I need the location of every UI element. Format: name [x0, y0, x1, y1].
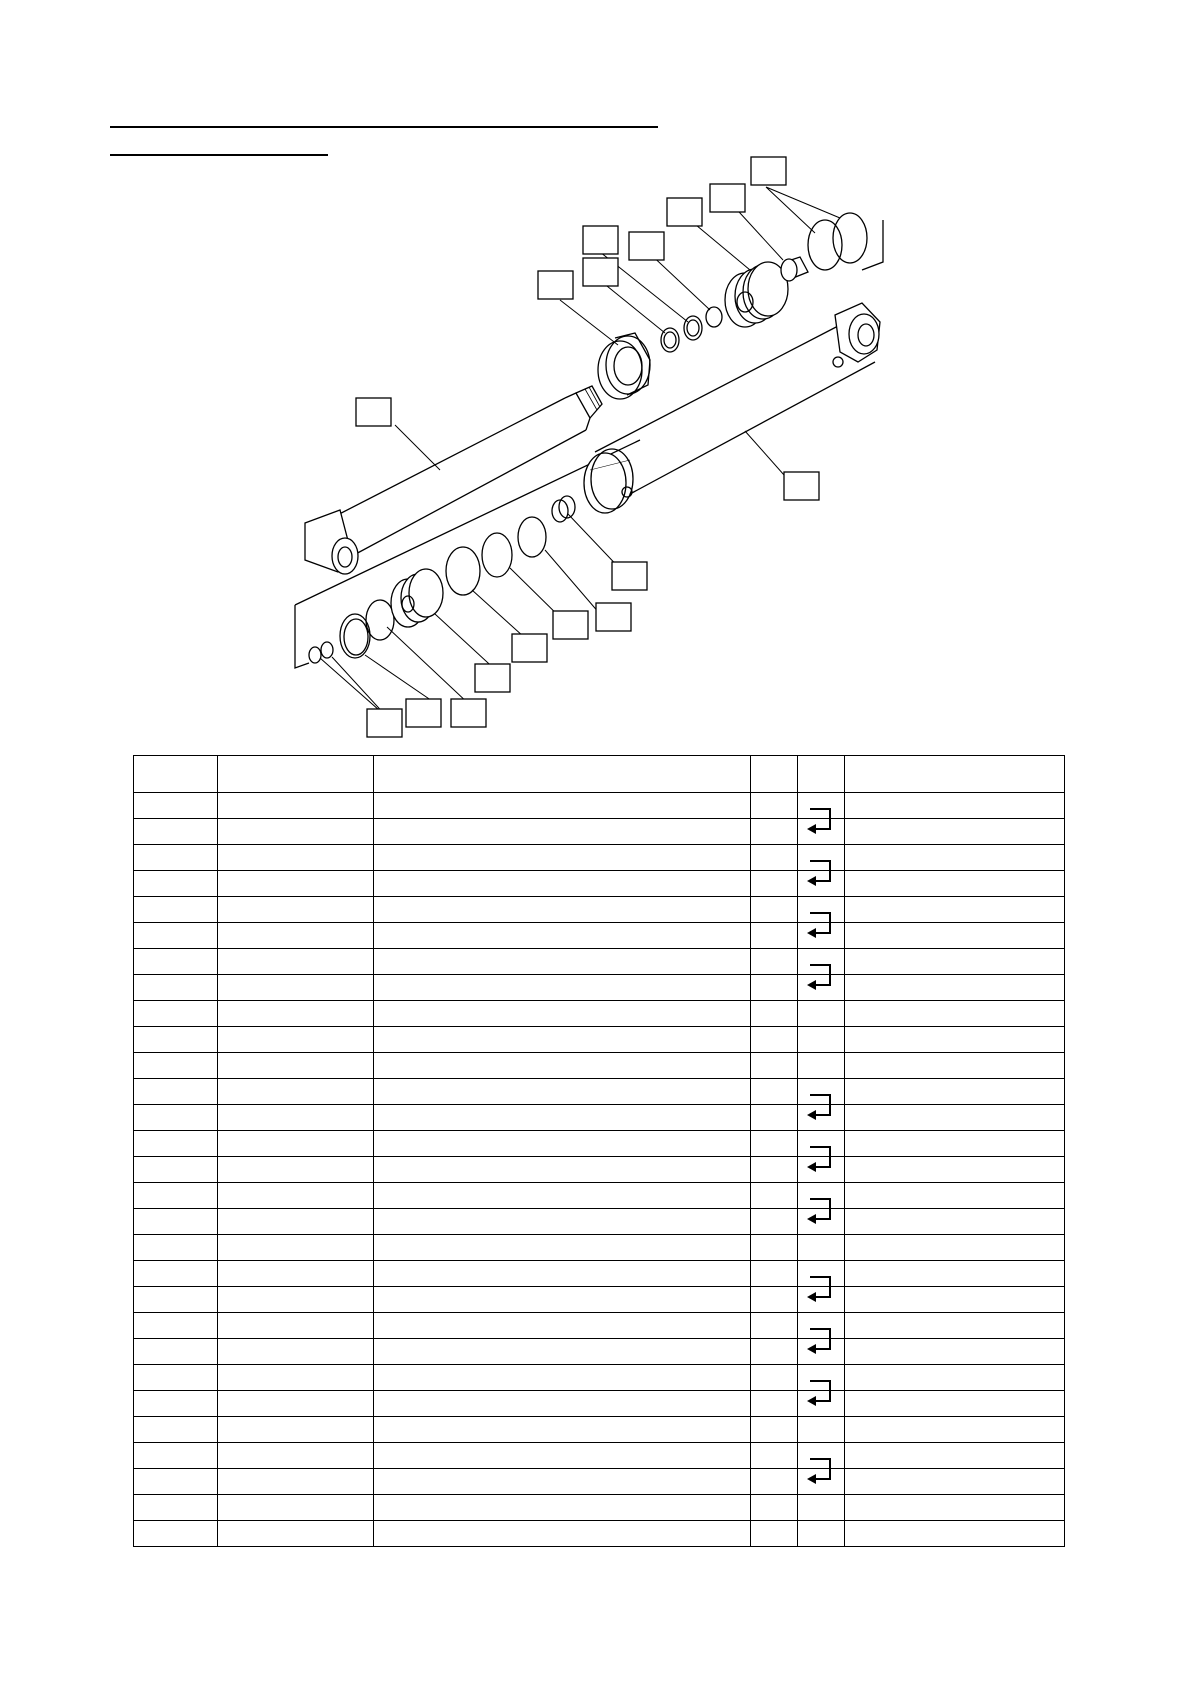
table-cell — [845, 871, 1065, 897]
table-cell — [218, 1443, 374, 1469]
small-seal-2 — [321, 642, 333, 658]
table-cell — [798, 975, 845, 1001]
table-cell — [845, 1131, 1065, 1157]
table-cell — [374, 1027, 751, 1053]
table-cell — [374, 1417, 751, 1443]
table-cell — [798, 1105, 845, 1131]
callout-7 — [538, 271, 573, 299]
table-cell — [751, 1001, 798, 1027]
parts-list-table — [133, 755, 1065, 1547]
table-cell — [218, 949, 374, 975]
table-cell — [134, 1339, 218, 1365]
table-cell — [751, 1079, 798, 1105]
table-cell — [845, 1521, 1065, 1547]
table-cell — [751, 1053, 798, 1079]
gland-nut — [598, 333, 650, 399]
table-cell — [845, 1053, 1065, 1079]
return-arrow-icon — [804, 1196, 838, 1226]
table-cell — [751, 1443, 798, 1469]
table-cell — [134, 1261, 218, 1287]
table-cell — [218, 1469, 374, 1495]
table-row — [134, 1105, 1065, 1131]
return-arrow-icon — [804, 1274, 838, 1304]
table-row — [134, 1521, 1065, 1547]
table-row — [134, 923, 1065, 949]
table-row — [134, 1235, 1065, 1261]
return-arrow-icon — [804, 806, 838, 836]
table-cell — [751, 897, 798, 923]
table-cell — [218, 1287, 374, 1313]
table-cell — [218, 871, 374, 897]
table-row — [134, 1261, 1065, 1287]
callout-1 — [751, 157, 786, 185]
table-row — [134, 897, 1065, 923]
table-row — [134, 819, 1065, 845]
table-cell — [218, 1365, 374, 1391]
callout-16 — [406, 699, 441, 727]
table-row — [134, 1365, 1065, 1391]
callout-9 — [784, 472, 819, 500]
table-cell — [751, 1287, 798, 1313]
table-cell — [751, 1235, 798, 1261]
table-cell — [751, 793, 798, 819]
table-cell — [218, 845, 374, 871]
table-row — [134, 1339, 1065, 1365]
table-row — [134, 1027, 1065, 1053]
table-cell — [374, 1261, 751, 1287]
table-cell — [374, 1183, 751, 1209]
table-cell — [845, 1339, 1065, 1365]
table-row — [134, 1287, 1065, 1313]
table-row — [134, 1209, 1065, 1235]
callout-11 — [596, 603, 631, 631]
table-cell — [374, 1365, 751, 1391]
table-cell — [134, 1209, 218, 1235]
table-cell — [798, 871, 845, 897]
table-cell — [798, 1027, 845, 1053]
table-cell — [798, 1495, 845, 1521]
table-row — [134, 845, 1065, 871]
table-cell — [218, 1417, 374, 1443]
table-cell — [134, 949, 218, 975]
table-cell — [845, 1261, 1065, 1287]
table-cell — [134, 1157, 218, 1183]
return-arrow-icon — [804, 858, 838, 888]
table-cell — [798, 1339, 845, 1365]
table-cell — [134, 1287, 218, 1313]
table-cell — [845, 1313, 1065, 1339]
table-cell — [374, 1469, 751, 1495]
table-row — [134, 1053, 1065, 1079]
table-cell — [134, 1105, 218, 1131]
table-cell — [134, 1313, 218, 1339]
table-cell — [218, 793, 374, 819]
callout-10 — [612, 562, 647, 590]
table-cell — [751, 975, 798, 1001]
table-cell — [374, 1131, 751, 1157]
return-arrow-icon — [804, 1378, 838, 1408]
table-cell — [374, 871, 751, 897]
exploded-parts-diagram — [0, 0, 1190, 740]
table-row — [134, 1131, 1065, 1157]
table-cell — [798, 1053, 845, 1079]
table-cell — [134, 1521, 218, 1547]
table-cell — [374, 845, 751, 871]
table-cell — [218, 1027, 374, 1053]
table-cell — [845, 1235, 1065, 1261]
lower-o-ring — [518, 517, 546, 557]
table-cell — [218, 1495, 374, 1521]
piston — [391, 569, 443, 627]
table-cell — [134, 871, 218, 897]
table-cell — [845, 1209, 1065, 1235]
table-cell — [134, 923, 218, 949]
callout-14 — [475, 664, 510, 692]
table-cell — [845, 897, 1065, 923]
table-cell — [134, 1365, 218, 1391]
table-cell — [374, 793, 751, 819]
bushing — [781, 257, 808, 281]
table-cell — [751, 1339, 798, 1365]
table-row — [134, 1443, 1065, 1469]
return-arrow-icon — [804, 1092, 838, 1122]
wear-ring — [446, 547, 480, 595]
table-cell — [798, 1417, 845, 1443]
table-row — [134, 1001, 1065, 1027]
table-cell — [218, 1235, 374, 1261]
table-cell — [218, 1105, 374, 1131]
table-cell — [374, 1053, 751, 1079]
table-cell — [218, 1391, 374, 1417]
table-cell — [798, 1469, 845, 1495]
table-row — [134, 1183, 1065, 1209]
table-cell — [374, 819, 751, 845]
table-row — [134, 871, 1065, 897]
table-cell — [134, 1079, 218, 1105]
table-cell — [134, 897, 218, 923]
table-cell — [751, 1495, 798, 1521]
table-cell — [374, 897, 751, 923]
return-arrow-icon — [804, 910, 838, 940]
table-row — [134, 975, 1065, 1001]
callout-4 — [629, 232, 664, 260]
return-arrow-icon — [804, 1456, 838, 1486]
table-cell — [751, 1209, 798, 1235]
table-cell — [134, 1417, 218, 1443]
wiper-ring-2 — [833, 213, 867, 263]
table-cell — [374, 949, 751, 975]
table-cell — [798, 1287, 845, 1313]
table-cell — [134, 1443, 218, 1469]
callout-6 — [583, 258, 618, 286]
table-cell — [134, 1391, 218, 1417]
table-cell — [218, 1339, 374, 1365]
table-cell — [751, 1131, 798, 1157]
table-cell — [374, 1391, 751, 1417]
table-cell — [845, 1443, 1065, 1469]
table-cell — [751, 1521, 798, 1547]
table-cell — [751, 1417, 798, 1443]
callout-5 — [583, 226, 618, 254]
table-cell — [798, 1391, 845, 1417]
table-row — [134, 1417, 1065, 1443]
table-cell — [845, 1287, 1065, 1313]
table-cell — [134, 1495, 218, 1521]
table-cell — [845, 845, 1065, 871]
table-cell — [798, 1001, 845, 1027]
table-cell — [218, 1131, 374, 1157]
table-cell — [374, 1209, 751, 1235]
callout-2 — [710, 184, 745, 212]
callout-17 — [367, 709, 402, 737]
table-cell — [218, 1209, 374, 1235]
table-cell — [798, 1157, 845, 1183]
table-cell — [218, 975, 374, 1001]
callout-3 — [667, 198, 702, 226]
table-cell — [134, 1001, 218, 1027]
gland-head — [725, 262, 788, 327]
seal-ring-3 — [706, 307, 722, 327]
header-cell — [134, 756, 218, 793]
table-cell — [751, 871, 798, 897]
table-cell — [845, 1079, 1065, 1105]
header-cell — [798, 756, 845, 793]
piston-seal — [482, 533, 512, 577]
table-cell — [374, 1287, 751, 1313]
header-cell — [845, 756, 1065, 793]
table-cell — [374, 1157, 751, 1183]
table-cell — [374, 923, 751, 949]
header-cell — [374, 756, 751, 793]
table-cell — [374, 1079, 751, 1105]
table-row — [134, 1495, 1065, 1521]
table-cell — [374, 975, 751, 1001]
table-cell — [751, 1261, 798, 1287]
table-cell — [845, 1105, 1065, 1131]
table-cell — [798, 819, 845, 845]
table-cell — [751, 1157, 798, 1183]
table-cell — [798, 923, 845, 949]
table-cell — [798, 1235, 845, 1261]
table-cell — [845, 1027, 1065, 1053]
callout-8 — [356, 398, 391, 426]
table-cell — [218, 819, 374, 845]
return-arrow-icon — [804, 1144, 838, 1174]
table-cell — [845, 949, 1065, 975]
table-row — [134, 793, 1065, 819]
table-row — [134, 949, 1065, 975]
table-cell — [134, 819, 218, 845]
table-cell — [134, 793, 218, 819]
table-cell — [751, 1105, 798, 1131]
table-cell — [374, 1495, 751, 1521]
table-cell — [218, 1521, 374, 1547]
table-row — [134, 1157, 1065, 1183]
table-cell — [218, 1157, 374, 1183]
o-ring — [366, 600, 394, 640]
table-cell — [134, 1235, 218, 1261]
table-cell — [134, 1027, 218, 1053]
table-cell — [374, 1313, 751, 1339]
table-cell — [374, 1235, 751, 1261]
table-header-row — [134, 756, 1065, 793]
table-row — [134, 1469, 1065, 1495]
table-cell — [845, 793, 1065, 819]
table-cell — [134, 1469, 218, 1495]
table-cell — [374, 1001, 751, 1027]
table-cell — [751, 923, 798, 949]
table-cell — [374, 1105, 751, 1131]
table-cell — [218, 897, 374, 923]
table-cell — [798, 1521, 845, 1547]
table-cell — [751, 949, 798, 975]
table-cell — [845, 975, 1065, 1001]
return-arrow-icon — [804, 1326, 838, 1356]
table-cell — [751, 1391, 798, 1417]
small-seal-1 — [309, 647, 321, 663]
table-cell — [374, 1521, 751, 1547]
table-cell — [845, 1001, 1065, 1027]
table-cell — [751, 819, 798, 845]
table-cell — [218, 1079, 374, 1105]
table-cell — [751, 1469, 798, 1495]
table-row — [134, 1079, 1065, 1105]
table-cell — [751, 845, 798, 871]
table-cell — [134, 1131, 218, 1157]
callout-13 — [512, 634, 547, 662]
table-cell — [751, 1365, 798, 1391]
table-cell — [218, 1261, 374, 1287]
callout-12 — [553, 611, 588, 639]
wiper-ring-1 — [808, 220, 842, 270]
table-cell — [845, 923, 1065, 949]
table-cell — [845, 1157, 1065, 1183]
table-cell — [751, 1313, 798, 1339]
table-cell — [218, 1053, 374, 1079]
table-cell — [218, 1313, 374, 1339]
table-cell — [845, 1495, 1065, 1521]
table-cell — [134, 1053, 218, 1079]
table-cell — [798, 1209, 845, 1235]
table-cell — [134, 1183, 218, 1209]
header-cell — [218, 756, 374, 793]
table-cell — [218, 1001, 374, 1027]
table-cell — [218, 1183, 374, 1209]
table-cell — [845, 1365, 1065, 1391]
table-cell — [845, 1183, 1065, 1209]
table-cell — [134, 845, 218, 871]
table-row — [134, 1313, 1065, 1339]
table-cell — [845, 1417, 1065, 1443]
table-cell — [845, 1469, 1065, 1495]
callout-15 — [451, 699, 486, 727]
table-cell — [845, 819, 1065, 845]
header-cell — [751, 756, 798, 793]
return-arrow-icon — [804, 962, 838, 992]
table-cell — [218, 923, 374, 949]
table-cell — [134, 975, 218, 1001]
table-cell — [374, 1339, 751, 1365]
table-cell — [374, 1443, 751, 1469]
table-cell — [751, 1183, 798, 1209]
table-row — [134, 1391, 1065, 1417]
table-cell — [751, 1027, 798, 1053]
table-cell — [845, 1391, 1065, 1417]
